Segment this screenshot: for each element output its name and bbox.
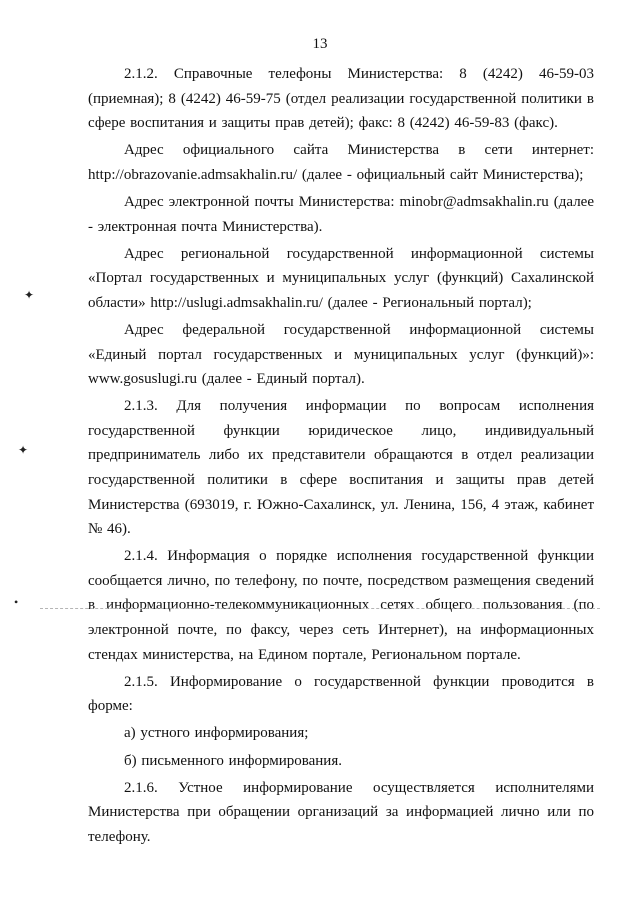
paragraph-regional-portal: Адрес региональной государственной информационной системы «Портал государственных и муниципальных услуг (функций) Сахалинской области» http://uslugi.admsakhalin.ru/ (далее - Региональный портал); <box>88 245 594 311</box>
scan-artifact-line <box>40 608 600 609</box>
paragraph-2-1-4: 2.1.4. Информация о порядке исполнения государственной функции сообщается лично, по телефону, по почте, посредством размещения сведений в информационно-телекоммуникационных сетях общего пользования (по электронной почте, по факсу, через сеть Интернет), на информационных стендах министерства, на Едином портале, Региональном портале. <box>88 548 594 663</box>
paragraph-2-1-6: 2.1.6. Устное информирование осуществляется исполнителями Министерства при обращении организаций за информацией лично или по телефону. <box>88 779 594 845</box>
scan-artifact-mark: ✦ <box>24 288 35 302</box>
paragraph-2-1-3: 2.1.3. Для получения информации по вопросам исполнения государственной функции юридическое лицо, индивидуальный предприниматель либо их представители обращаются в отдел реализации государственной политики в сфере воспитания и защиты прав детей Министерства (693019, г. Южно-Сахалинск, ул. Ленина, 156, 4 этаж, кабинет № 46). <box>88 398 594 538</box>
paragraph-website: Адрес официального сайта Министерства в сети интернет: http://obrazovanie.admsakhalin.ru/ (далее - официальный сайт Министерства); <box>88 142 594 183</box>
list-item-written: б) письменного информирования. <box>124 752 342 769</box>
scan-artifact-mark: • <box>14 595 19 609</box>
scan-artifact-mark: ✦ <box>18 443 29 457</box>
paragraph-2-1-2: 2.1.2. Справочные телефоны Министерства: 8 (4242) 46-59-03 (приемная); 8 (4242) 46-59-75 (отдел реализации государственной политики в сфере воспитания и защиты прав детей); факс: 8 (4242) 46-59-83 (факс). <box>88 66 594 132</box>
list-item-oral: а) устного информирования; <box>124 725 309 742</box>
paragraph-2-1-5: 2.1.5. Информирование о государственной функции проводится в форме: <box>88 673 594 715</box>
page-number: 13 <box>312 36 328 52</box>
paragraph-federal-portal: Адрес федеральной государственной информационной системы «Единый портал государственных и муниципальных услуг (функций)»: www.gosuslugi.ru (далее - Единый портал). <box>88 321 594 388</box>
document-body <box>88 62 594 852</box>
paragraph-email: Адрес электронной почты Министерства: minobr@admsakhalin.ru (далее - электронная почта Министерства). <box>88 193 594 235</box>
